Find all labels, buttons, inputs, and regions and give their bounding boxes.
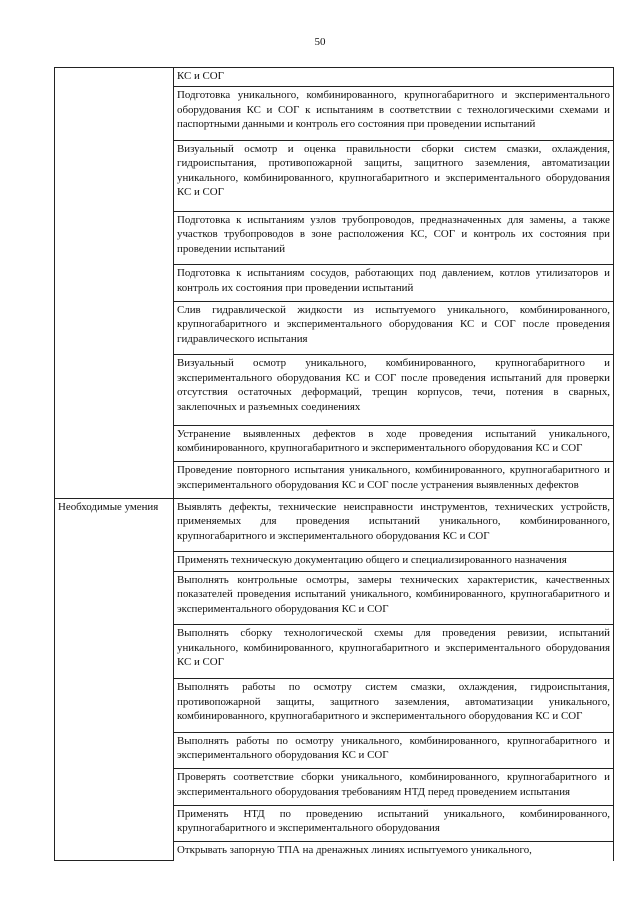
table-cell: Применять НТД по проведению испытаний уникального, комбинированного, крупногабаритного и экспериментального оборудования	[174, 805, 614, 842]
table-cell: Выполнять работы по осмотру систем смазки, охлаждения, гидроиспытания, противопожарной защиты, защитного заземления, автоматизации уникального, комбинированного, крупногабаритного и экспериментального оборудования КС и СОГ	[174, 679, 614, 733]
table-cell: Применять техническую документацию общего и специализированного назначения	[174, 552, 614, 571]
group-label-continued	[55, 68, 174, 499]
table-cell: Слив гидравлической жидкости из испытуемого уникального, комбинированного, крупногабаритного и экспериментального оборудования КС и СОГ после проведения гидравлического испытания	[174, 301, 614, 355]
requirements-table	[54, 67, 614, 861]
table-cell: КС и СОГ	[174, 68, 614, 87]
table-cell: Подготовка уникального, комбинированного, крупногабаритного и экспериментального оборудования КС и СОГ к испытаниям в соответствии с технологическими схемами и паспортными данными и контроль его состояния при проведении испытаний	[174, 87, 614, 141]
table-cell: Визуальный осмотр уникального, комбинированного, крупногабаритного и экспериментального оборудования КС и СОГ после проведения испытаний для проверки отсутствия остаточных деформаций, трещин корпусов, течи, потения в сварных, заклепочных и разъемных соединениях	[174, 355, 614, 426]
group-label-skills: Необходимые умения	[55, 498, 174, 860]
table-cell: Проверять соответствие сборки уникального, комбинированного, крупногабаритного и экспериментального оборудования требованиям НТД перед проведением испытания	[174, 769, 614, 806]
page-number: 50	[314, 36, 326, 48]
table-row	[55, 68, 614, 87]
table-row	[55, 498, 614, 552]
table-cell: Выполнять контрольные осмотры, замеры технических характеристик, качественных показателей проведения испытаний уникального, комбинированного, крупногабаритного и экспериментального оборудования КС и СОГ	[174, 571, 614, 625]
table-cell: Выявлять дефекты, технические неисправности инструментов, технических устройств, применяемых для проведения испытаний уникального, комбинированного, крупногабаритного и экспериментального оборудования КС и СОГ	[174, 498, 614, 552]
table-cell: Проведение повторного испытания уникального, комбинированного, крупногабаритного и экспериментального оборудования КС и СОГ после устранения выявленных дефектов	[174, 462, 614, 499]
table-cell: Выполнять работы по осмотру уникального, комбинированного, крупногабаритного и экспериментального оборудования КС и СОГ	[174, 732, 614, 769]
table-cell: Выполнять сборку технологической схемы для проведения ревизии, испытаний уникального, комбинированного, крупногабаритного и экспериментального оборудования КС и СОГ	[174, 625, 614, 679]
table-cell: Устранение выявленных дефектов в ходе проведения испытаний уникального, комбинированного, крупногабаритного и экспериментального оборудования КС и СОГ	[174, 425, 614, 462]
table-cell: Подготовка к испытаниям сосудов, работающих под давлением, котлов утилизаторов и контроль их состояния при проведении испытаний	[174, 265, 614, 302]
table-cell: Открывать запорную ТПА на дренажных линиях испытуемого уникального,	[174, 842, 614, 861]
table-cell: Визуальный осмотр и оценка правильности сборки систем смазки, охлаждения, гидроиспытания, противопожарной защиты, защитного заземления, автоматизации уникального, комбинированного, крупногабаритного и экспериментального оборудования КС и СОГ	[174, 140, 614, 211]
table-cell: Подготовка к испытаниям узлов трубопроводов, предназначенных для замены, а также участков трубопроводов в зоне расположения КС, СОГ и контроль их состояния при проведении испытаний	[174, 211, 614, 265]
